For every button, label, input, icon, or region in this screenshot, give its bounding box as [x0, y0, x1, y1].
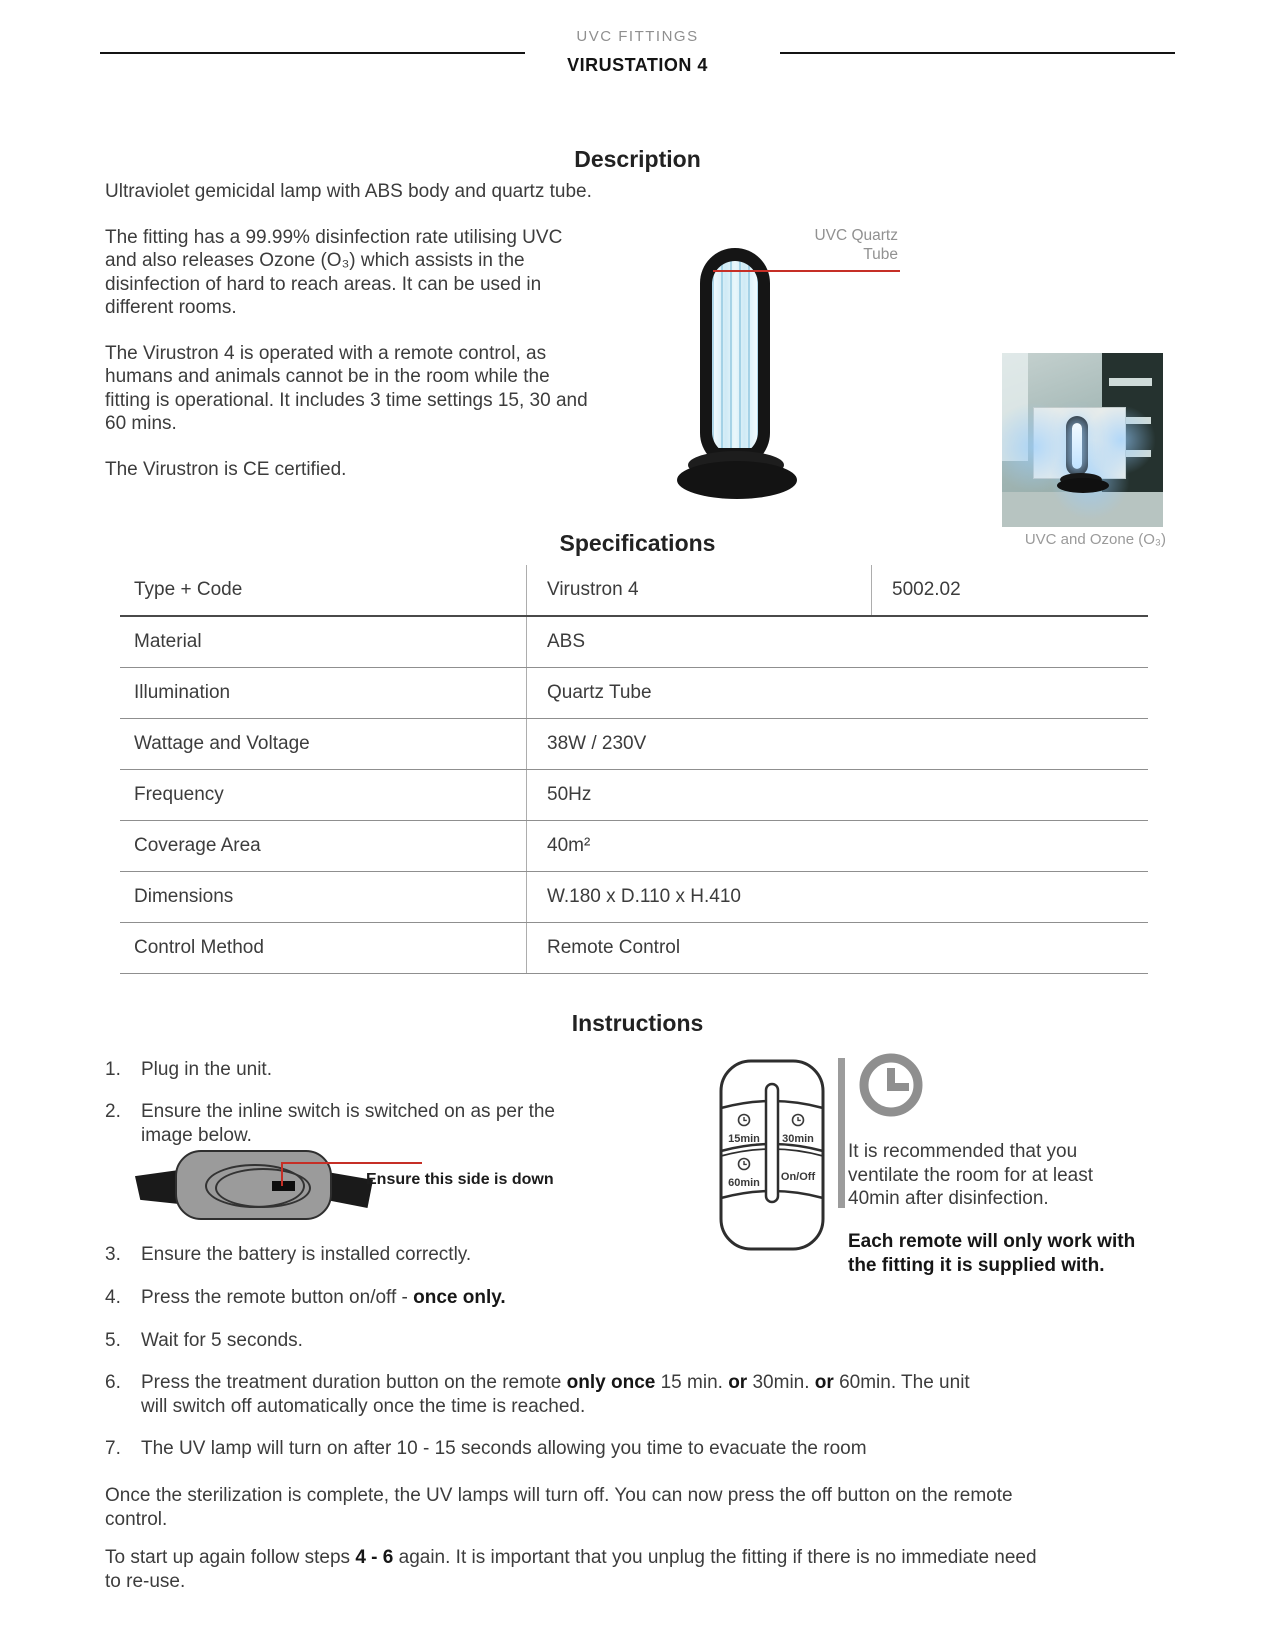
- ozone-glow: [1086, 405, 1156, 475]
- item-number: 5.: [105, 1330, 121, 1351]
- item-number: 4.: [105, 1287, 121, 1308]
- spec-label: Control Method: [134, 937, 264, 958]
- instruction-item-4: [105, 1286, 601, 1310]
- item-text: Plug in the unit.: [141, 1059, 272, 1080]
- ventilation-note: It is recommended that you ventilate the room for at least 40min after disinfection.: [848, 1141, 1094, 1209]
- remote-button-60min: 60min: [728, 1177, 760, 1189]
- lamp-callout-line: [713, 270, 900, 272]
- closing-paragraph: To start up again follow steps 4 - 6 again. It is important that you unplug the fitting if there is no immediate need to re-use.: [105, 1547, 1037, 1592]
- instruction-item-7: [105, 1437, 1061, 1461]
- remote-button-onoff: On/Off: [780, 1171, 816, 1183]
- instruction-item-5: [105, 1329, 601, 1353]
- description-text: [105, 180, 593, 503]
- table-row: [120, 719, 1148, 770]
- switch-callout-line: [281, 1162, 422, 1164]
- table-row: [120, 617, 1148, 668]
- remote-center-bar: [766, 1084, 778, 1202]
- instruction-item-3: [105, 1243, 601, 1267]
- item-text: Ensure the inline switch is switched on as per the image below.: [141, 1101, 555, 1146]
- spec-value: W.180 x D.110 x H.410: [526, 872, 1148, 922]
- spec-label: Coverage Area: [134, 835, 261, 856]
- spec-value: ABS: [526, 617, 1148, 667]
- spec-label: Frequency: [134, 784, 224, 805]
- instruction-item-1: [105, 1058, 601, 1082]
- spec-label: Material: [134, 631, 202, 652]
- instruction-item-2: [105, 1100, 601, 1147]
- photo-lamp-tube: [1072, 423, 1082, 469]
- specifications-table: [120, 565, 1148, 974]
- table-row: [120, 770, 1148, 821]
- spec-label: Illumination: [134, 682, 231, 703]
- item-number: 3.: [105, 1244, 121, 1265]
- spec-code: 5002.02: [871, 565, 1148, 615]
- item-text: Ensure the battery is installed correctly.: [141, 1244, 472, 1265]
- lamp-base: [677, 461, 797, 499]
- closing-paragraph: Once the sterilization is complete, the UV lamps will turn off. You can now press the off button on the remote control.: [105, 1485, 1013, 1530]
- spec-value: 40m²: [526, 821, 1148, 871]
- item-number: 1.: [105, 1059, 121, 1080]
- lamp-callout-label: UVC Quartz Tube: [814, 227, 898, 263]
- spec-value: 50Hz: [526, 770, 1148, 820]
- page-title: VIRUSTATION 4: [567, 55, 708, 75]
- instruction-item-6: [105, 1371, 981, 1418]
- spec-value: Virustron 4: [526, 565, 871, 615]
- item-number: 7.: [105, 1438, 121, 1459]
- switch-callout-line: [281, 1162, 283, 1186]
- header-rule-right: [780, 52, 1175, 54]
- item-number: 6.: [105, 1372, 121, 1393]
- remote-button-30min: 30min: [782, 1133, 814, 1145]
- remote-button-15min: 15min: [728, 1133, 760, 1145]
- spec-value: 38W / 230V: [526, 719, 1148, 769]
- cable-left: [135, 1170, 179, 1204]
- item-text: Press the remote button on/off - once only.: [141, 1287, 506, 1308]
- item-text: Press the treatment duration button on the remote only once 15 min. or 30min. or 60min. The unit will switch off automatically once the time is reached.: [141, 1372, 970, 1417]
- table-row: [120, 923, 1148, 974]
- remote-control-figure: [718, 1058, 826, 1252]
- switch-groove-inner: [215, 1168, 311, 1208]
- item-text: Wait for 5 seconds.: [141, 1330, 303, 1351]
- header-rule-left: [100, 52, 525, 54]
- spec-value: Remote Control: [526, 923, 1148, 973]
- clock-icon: [858, 1052, 924, 1118]
- instructions-heading: Instructions: [571, 1010, 704, 1036]
- spec-label: Type + Code: [134, 579, 243, 600]
- spec-value: Quartz Tube: [526, 668, 1148, 718]
- specifications-heading: Specifications: [559, 530, 716, 556]
- description-paragraph: Ultraviolet gemicidal lamp with ABS body and quartz tube.: [105, 181, 592, 202]
- description-paragraph: The Virustron is CE certified.: [105, 458, 347, 480]
- description-heading: Description: [574, 146, 701, 172]
- remote-warning-note: Each remote will only work with the fitting it is supplied with.: [848, 1231, 1136, 1276]
- table-row: [120, 565, 1148, 617]
- document-category: UVC FITTINGS: [576, 28, 699, 45]
- table-row: [120, 821, 1148, 872]
- switch-body: [175, 1150, 332, 1220]
- lamp-quartz-tube: [712, 261, 758, 455]
- product-photo: [1002, 353, 1163, 527]
- vertical-divider-bar: [838, 1058, 845, 1208]
- switch-callout-label: Ensure this side is down: [366, 1171, 554, 1188]
- item-text: The UV lamp will turn on after 10 - 15 seconds allowing you time to evacuate the room: [141, 1438, 867, 1459]
- item-number: 2.: [105, 1101, 121, 1122]
- photo-caption: UVC and Ozone (O₃): [1024, 531, 1166, 548]
- table-row: [120, 668, 1148, 719]
- switch-toggle: [272, 1181, 295, 1191]
- spec-label: Wattage and Voltage: [134, 733, 310, 754]
- spec-label: Dimensions: [134, 886, 234, 907]
- description-paragraph: The fitting has a 99.99% disinfection rate utilising UVC and also releases Ozone (O₃) which assists in the disinfection of hard to reach areas. It can be used in different rooms.: [105, 226, 563, 318]
- table-row: [120, 872, 1148, 923]
- description-paragraph: The Virustron 4 is operated with a remote control, as humans and animals cannot be in the room while the fitting is operational. It includes 3 time settings 15, 30 and 60 mins.: [105, 342, 588, 434]
